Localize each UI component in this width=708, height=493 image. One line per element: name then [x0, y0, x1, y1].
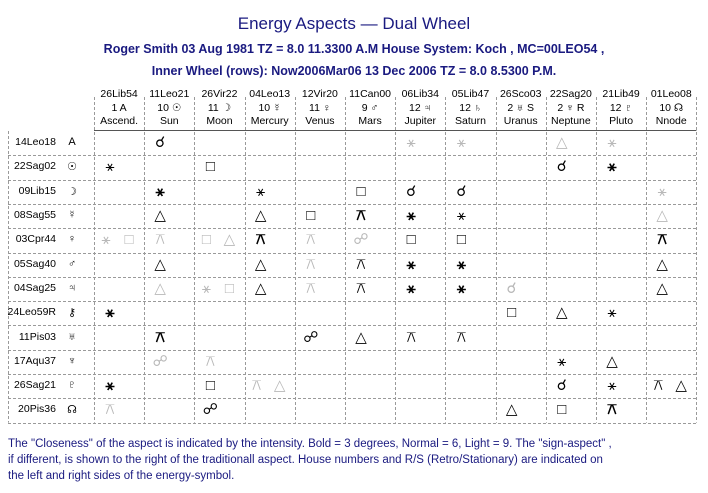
- house-number: 12: [409, 102, 424, 114]
- house-number: 10: [659, 102, 674, 114]
- row-position: 11Pis03: [18, 330, 56, 343]
- column-house-glyph: [345, 103, 395, 114]
- row-position: 26Sag21: [13, 379, 56, 392]
- aspect-symbol-icon: ⚻: [653, 377, 664, 395]
- column-house-glyph: [245, 103, 295, 114]
- row-planet-glyph-icon: ♅: [67, 330, 77, 343]
- footer-notes: [8, 436, 703, 484]
- column-house-glyph: [646, 103, 696, 114]
- aspect-symbol-icon: ⚹: [657, 182, 667, 200]
- aspect-symbol-icon: ⚹: [406, 134, 416, 152]
- planet-glyph-icon: ♂: [370, 102, 379, 114]
- aspect-symbol-icon: ⚻: [255, 231, 266, 249]
- column-planet-name: Jupiter: [404, 115, 437, 127]
- column-planet-name: Uranus: [503, 115, 538, 127]
- house-number: 1: [111, 102, 120, 114]
- aspect-symbol-icon: ⚻: [305, 255, 316, 273]
- aspect-symbol-icon: □: [205, 158, 215, 176]
- aspect-symbol-icon: ☌: [456, 182, 467, 200]
- aspect-symbol-icon: ⚹: [607, 158, 617, 176]
- planet-glyph-icon: ♇: [624, 102, 633, 114]
- planet-glyph-icon: ♅: [516, 102, 525, 114]
- aspect-symbol-icon: ⚹: [456, 255, 466, 273]
- row-position: 17Aqu37: [13, 354, 56, 367]
- aspect-symbol-icon: ⚹: [607, 134, 617, 152]
- aspect-symbol-icon: △: [656, 279, 668, 297]
- column-house-glyph: [546, 103, 596, 114]
- planet-glyph-icon: ☿: [273, 102, 281, 114]
- aspect-symbol-icon: ☍: [353, 231, 369, 249]
- aspect-symbol-icon: □: [306, 207, 316, 225]
- planet-glyph-icon: A: [119, 102, 127, 114]
- aspect-symbol-icon: □: [124, 231, 134, 249]
- row-planet-glyph-icon: A: [68, 136, 76, 149]
- column-house-glyph: [295, 103, 345, 114]
- footer-line-2: if different, is shown to the right of the traditionall aspect. House numbers and R/S (Retro/Stationary) are indicated on: [8, 454, 603, 466]
- planet-glyph-icon: ☽: [221, 102, 232, 114]
- planet-glyph-icon: ♆: [566, 102, 574, 114]
- aspect-symbol-icon: ☌: [556, 158, 567, 176]
- aspect-symbol-icon: ⚻: [456, 328, 467, 346]
- aspect-symbol-icon: ⚹: [557, 352, 567, 370]
- column-position: 06Lib34: [401, 88, 439, 100]
- aspect-symbol-icon: ☌: [556, 377, 567, 395]
- aspect-symbol-icon: ⚹: [256, 182, 266, 200]
- aspect-symbol-icon: △: [254, 207, 267, 225]
- column-planet-name: Moon: [206, 115, 233, 127]
- row-planet-glyph-icon: ☽: [67, 185, 77, 198]
- column-position: 05Lib47: [451, 88, 490, 100]
- aspect-symbol-icon: △: [656, 207, 668, 225]
- aspect-symbol-icon: △: [273, 377, 286, 395]
- aspect-symbol-icon: △: [223, 231, 236, 249]
- column-planet-name: Pluto: [609, 115, 634, 127]
- aspect-symbol-icon: ☍: [152, 352, 168, 370]
- aspect-symbol-icon: ⚻: [305, 231, 316, 249]
- aspect-symbol-icon: ⚹: [456, 134, 466, 152]
- column-house-glyph: [596, 103, 646, 114]
- aspect-symbol-icon: □: [406, 231, 416, 249]
- column-planet-name: Ascend.: [100, 115, 139, 127]
- aspect-symbol-icon: ⚻: [356, 279, 366, 297]
- column-house-glyph: [496, 103, 546, 114]
- row-planet-glyph-icon: ♆: [67, 354, 77, 367]
- column-planet-name: Neptune: [551, 115, 591, 127]
- footer-line-1: The "Closeness" of the aspect is indicated by the intensity. Bold = 3 degrees, Normal = 6, Light = 9. The "sign-aspect" ,: [8, 438, 612, 450]
- planet-glyph-icon: ♀: [322, 102, 331, 114]
- aspect-symbol-icon: ⚻: [607, 401, 617, 419]
- aspect-symbol-icon: ⚻: [105, 401, 115, 419]
- house-number: 10: [258, 102, 274, 114]
- aspect-symbol-icon: △: [154, 255, 166, 273]
- aspect-symbol-icon: ⚻: [305, 279, 316, 297]
- aspect-symbol-icon: ⚹: [201, 279, 211, 297]
- column-house-glyph: [194, 103, 244, 114]
- row-position: 05Sag40: [13, 257, 56, 270]
- aspect-symbol-icon: □: [456, 231, 466, 249]
- row-position: 14Leo18: [15, 136, 56, 149]
- aspect-symbol-icon: ⚻: [155, 328, 166, 346]
- house-number: 11: [309, 102, 323, 114]
- row-planet-glyph-icon: ⚷: [67, 307, 77, 320]
- column-position: 26Sco03: [499, 88, 542, 100]
- aspect-symbol-icon: ☌: [155, 134, 166, 152]
- row-planet-glyph-icon: ☉: [67, 161, 77, 174]
- aspect-symbol-icon: □: [507, 304, 517, 322]
- column-house-glyph: [395, 103, 445, 114]
- planet-glyph-icon: ☊: [673, 102, 684, 114]
- aspect-symbol-icon: ⚹: [456, 279, 466, 297]
- aspect-symbol-icon: ⚹: [105, 158, 115, 176]
- column-planet-name: Venus: [305, 115, 335, 127]
- row-position: 22Sag02: [13, 160, 56, 173]
- aspect-symbol-icon: △: [154, 207, 166, 225]
- row-planet-glyph-icon: ♂: [67, 257, 77, 270]
- column-planet-name: Sun: [159, 115, 179, 127]
- column-position: 12Vir20: [301, 88, 338, 100]
- row-position: 04Sag25: [13, 281, 56, 294]
- column-position: 22Sag20: [549, 88, 592, 100]
- aspect-symbol-icon: △: [254, 255, 267, 273]
- planet-glyph-icon: ♄: [473, 102, 482, 114]
- column-position: 26Lib54: [100, 88, 138, 100]
- house-number: 2: [557, 102, 567, 114]
- column-house-glyph: [445, 103, 495, 114]
- aspect-symbol-icon: △: [606, 352, 618, 370]
- aspect-symbol-icon: ⚹: [607, 304, 617, 322]
- aspect-symbol-icon: △: [556, 304, 568, 322]
- aspect-symbol-icon: ⚹: [105, 377, 115, 395]
- planet-glyph-icon: ☉: [171, 102, 182, 114]
- aspect-symbol-icon: ⚹: [101, 231, 111, 249]
- house-number: 9: [361, 102, 371, 114]
- aspect-symbol-icon: △: [355, 328, 367, 346]
- column-position: 11Can00: [349, 88, 392, 100]
- column-position: 21Lib49: [602, 88, 640, 100]
- aspect-symbol-icon: ⚻: [356, 255, 366, 273]
- aspect-symbol-icon: ⚻: [155, 231, 166, 249]
- row-planet-glyph-icon: ♇: [67, 379, 77, 392]
- planet-glyph-icon: ♃: [423, 102, 432, 114]
- house-number: 2: [507, 102, 517, 114]
- aspect-symbol-icon: ⚹: [406, 207, 416, 225]
- aspect-symbol-icon: ☍: [202, 401, 218, 419]
- aspect-symbol-icon: ⚻: [356, 207, 366, 225]
- aspect-symbol-icon: ⚹: [406, 279, 416, 297]
- aspect-symbol-icon: △: [656, 255, 668, 273]
- column-planet-name: Saturn: [455, 115, 486, 127]
- aspect-symbol-icon: ⚹: [456, 207, 466, 225]
- retro-stationary-flag: S: [524, 102, 534, 114]
- aspect-symbol-icon: ⚹: [105, 304, 115, 322]
- aspect-symbol-icon: △: [254, 279, 267, 297]
- chart-info-line: Roger Smith 03 Aug 1981 TZ = 8.0 11.3300 A.M House System: Koch , MC=00LEO54 ,: [103, 42, 605, 56]
- column-planet-name: Nnode: [655, 115, 687, 127]
- aspect-symbol-icon: △: [675, 377, 687, 395]
- retro-stationary-flag: R: [573, 102, 585, 114]
- aspect-symbol-icon: △: [556, 134, 568, 152]
- row-position: 08Sag55: [13, 209, 56, 222]
- row-planet-glyph-icon: ☿: [67, 209, 77, 222]
- row-planet-glyph-icon: ♃: [67, 281, 77, 294]
- aspect-symbol-icon: △: [154, 279, 166, 297]
- aspect-symbol-icon: □: [205, 377, 215, 395]
- column-house-glyph: [94, 103, 144, 114]
- aspect-symbol-icon: ⚹: [406, 255, 416, 273]
- row-position: 09Lib15: [18, 184, 56, 197]
- aspect-symbol-icon: △: [505, 401, 518, 419]
- column-position: 04Leo13: [249, 88, 291, 100]
- aspect-symbol-icon: ⚻: [205, 352, 216, 370]
- aspect-symbol-icon: ☌: [406, 182, 417, 200]
- row-planet-glyph-icon: ♀: [67, 233, 77, 246]
- column-planet-name: Mercury: [250, 115, 289, 127]
- aspect-symbol-icon: ⚹: [607, 377, 617, 395]
- column-position: 01Leo08: [650, 88, 692, 100]
- aspect-symbol-icon: □: [557, 401, 567, 419]
- page-title: Energy Aspects — Dual Wheel: [237, 14, 471, 33]
- column-position: 11Leo21: [149, 88, 190, 100]
- row-position: 20Pis36: [18, 403, 56, 416]
- aspect-symbol-icon: ☍: [303, 328, 319, 346]
- aspect-symbol-icon: □: [356, 182, 366, 200]
- column-house-glyph: [144, 103, 194, 114]
- row-planet-glyph-icon: ☊: [67, 404, 77, 417]
- inner-wheel-info-line: Inner Wheel (rows): Now2006Mar06 13 Dec 2006 TZ = 8.0 8.5300 P.M.: [151, 64, 557, 78]
- house-number: 12: [459, 102, 474, 114]
- column-position: 26Vir22: [201, 88, 238, 100]
- house-number: 11: [207, 102, 222, 114]
- house-number: 12: [609, 102, 625, 114]
- aspect-symbol-icon: ⚻: [406, 328, 417, 346]
- aspect-symbol-icon: ⚹: [155, 182, 165, 200]
- aspect-symbol-icon: ☌: [506, 279, 517, 297]
- house-number: 10: [157, 102, 172, 114]
- row-position: 24Leo59R: [7, 306, 56, 319]
- aspect-symbol-icon: ⚻: [657, 231, 668, 249]
- footer-line-3: the left and right sides of the energy-symbol.: [8, 470, 235, 482]
- row-position: 03Cpr44: [15, 233, 56, 246]
- aspect-symbol-icon: □: [201, 231, 211, 249]
- aspect-symbol-icon: ⚻: [251, 377, 262, 395]
- aspect-symbol-icon: □: [224, 279, 234, 297]
- column-planet-name: Mars: [358, 115, 382, 127]
